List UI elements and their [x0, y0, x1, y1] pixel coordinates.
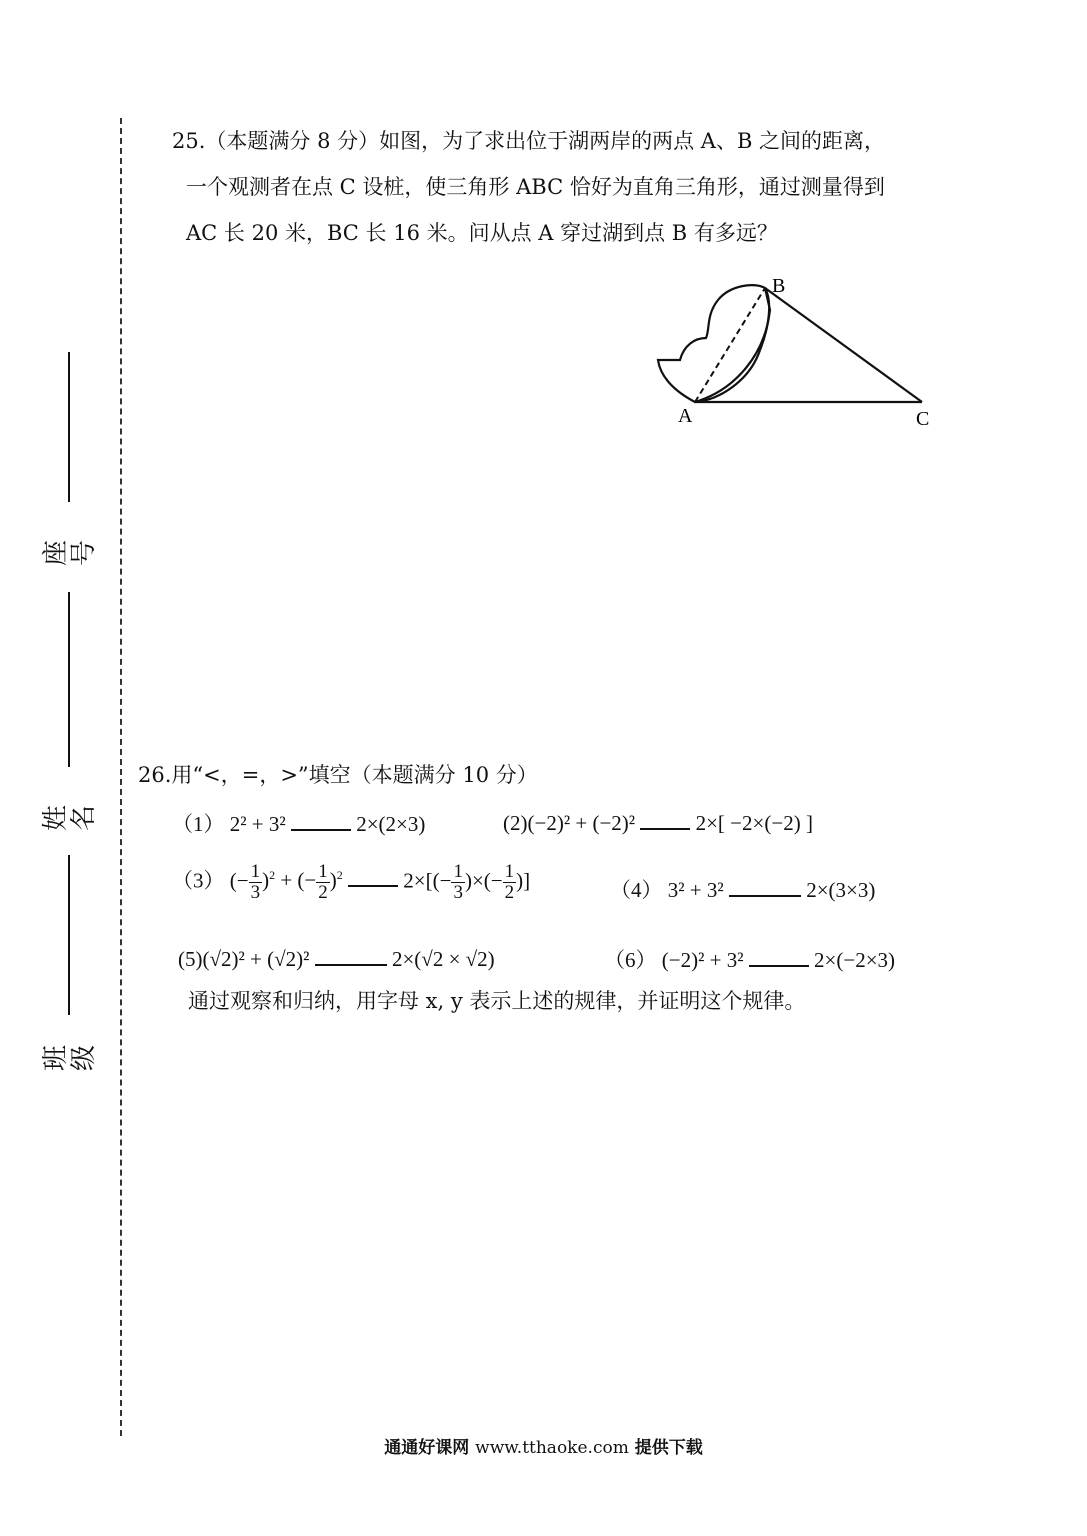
item-6-answer-blank[interactable]: [749, 945, 809, 967]
footer: [0, 1433, 1087, 1458]
q26-conclusion: 通过观察和归纳，用字母 x, y 表示上述的规律，并证明这个规律。: [188, 989, 806, 1013]
segment-bc: [765, 288, 922, 402]
item-4-left: 3² + 3²: [667, 878, 724, 902]
item-1-answer-blank[interactable]: [291, 809, 351, 831]
item-2-answer-blank[interactable]: [640, 808, 690, 830]
point-c-label: C: [916, 408, 930, 430]
q26-item-1: [172, 808, 425, 838]
item-3-number: （3）: [172, 868, 225, 893]
class-label: 班级: [41, 1045, 99, 1072]
lake-outline: [658, 285, 769, 402]
item-2-right: 2×[ −2×(−2) ]: [695, 811, 813, 835]
q26-item-2: [503, 808, 813, 836]
seat-number-field: [41, 525, 99, 581]
item-4-right: 2×(3×3): [806, 878, 876, 902]
item-6-number: （6）: [604, 948, 657, 972]
item-3-close-bracket: ]: [523, 868, 531, 893]
item-1-right: 2×(2×3): [356, 812, 426, 836]
binding-dashed-line: [120, 118, 122, 1436]
name-label: 姓名: [41, 805, 99, 832]
q26-item-6: [604, 944, 895, 974]
q26-item-4: [610, 874, 875, 904]
q26-title: 26.用“<，=，>”填空（本题满分 10 分）: [138, 763, 538, 787]
point-a-label: A: [678, 405, 693, 427]
class-line: [68, 855, 70, 1015]
item-5-left: (5)(√2)² + (√2)²: [178, 947, 310, 971]
footer-suffix: 提供下载: [634, 1438, 703, 1458]
item-6-left: (−2)² + 3²: [661, 948, 744, 972]
seat-number-line: [68, 352, 70, 502]
q25-line-2: 一个观测者在点 C 设桩，使三角形 ABC 恰好为直角三角形，通过测量得到: [186, 175, 885, 199]
lake-triangle-figure: [640, 270, 960, 440]
q25-line-1: 25.（本题满分 8 分）如图，为了求出位于湖两岸的两点 A、B 之间的距离，: [172, 129, 886, 153]
name-line: [68, 592, 70, 767]
point-b-label: B: [772, 275, 786, 297]
class-field: [41, 1030, 99, 1086]
item-1-left: 2² + 3²: [229, 812, 286, 836]
fraction-one-third: $\frac{1}{3}$: [250, 861, 261, 903]
fraction-one-half: $\frac{1}{2}$: [318, 861, 328, 903]
seat-number-label: 座号: [41, 540, 99, 567]
item-2-left: (2)(−2)² + (−2)²: [503, 811, 636, 835]
item-5-right: 2×(√2 × √2): [391, 947, 495, 971]
footer-url-link[interactable]: www.tthaoke.com: [475, 1438, 629, 1458]
item-3-answer-blank[interactable]: [348, 865, 398, 887]
fraction-one-third-b: $\frac{1}{3}$: [453, 861, 463, 903]
item-4-number: （4）: [610, 878, 663, 902]
item-5-answer-blank[interactable]: [315, 944, 387, 966]
q26-item-3: （3） (− $\frac{1}{3}$ )$^2$ + (− $\frac{1}{2}$ )$^2$ 2×[(− $\frac{1}{3}$ )×(− $\frac{1}{2}$ )]: [172, 861, 531, 903]
item-6-right: 2×(−2×3): [814, 948, 896, 972]
footer-site-name: 通通好课网: [384, 1438, 470, 1458]
item-1-number: （1）: [172, 812, 225, 836]
item-4-answer-blank[interactable]: [729, 875, 801, 897]
name-field: [41, 790, 99, 846]
fraction-one-half-b: $\frac{1}{2}$: [504, 861, 515, 903]
q26-item-5: [178, 944, 495, 972]
q25-line-3: AC 长 20 米，BC 长 16 米。问从点 A 穿过湖到点 B 有多远？: [186, 221, 778, 245]
